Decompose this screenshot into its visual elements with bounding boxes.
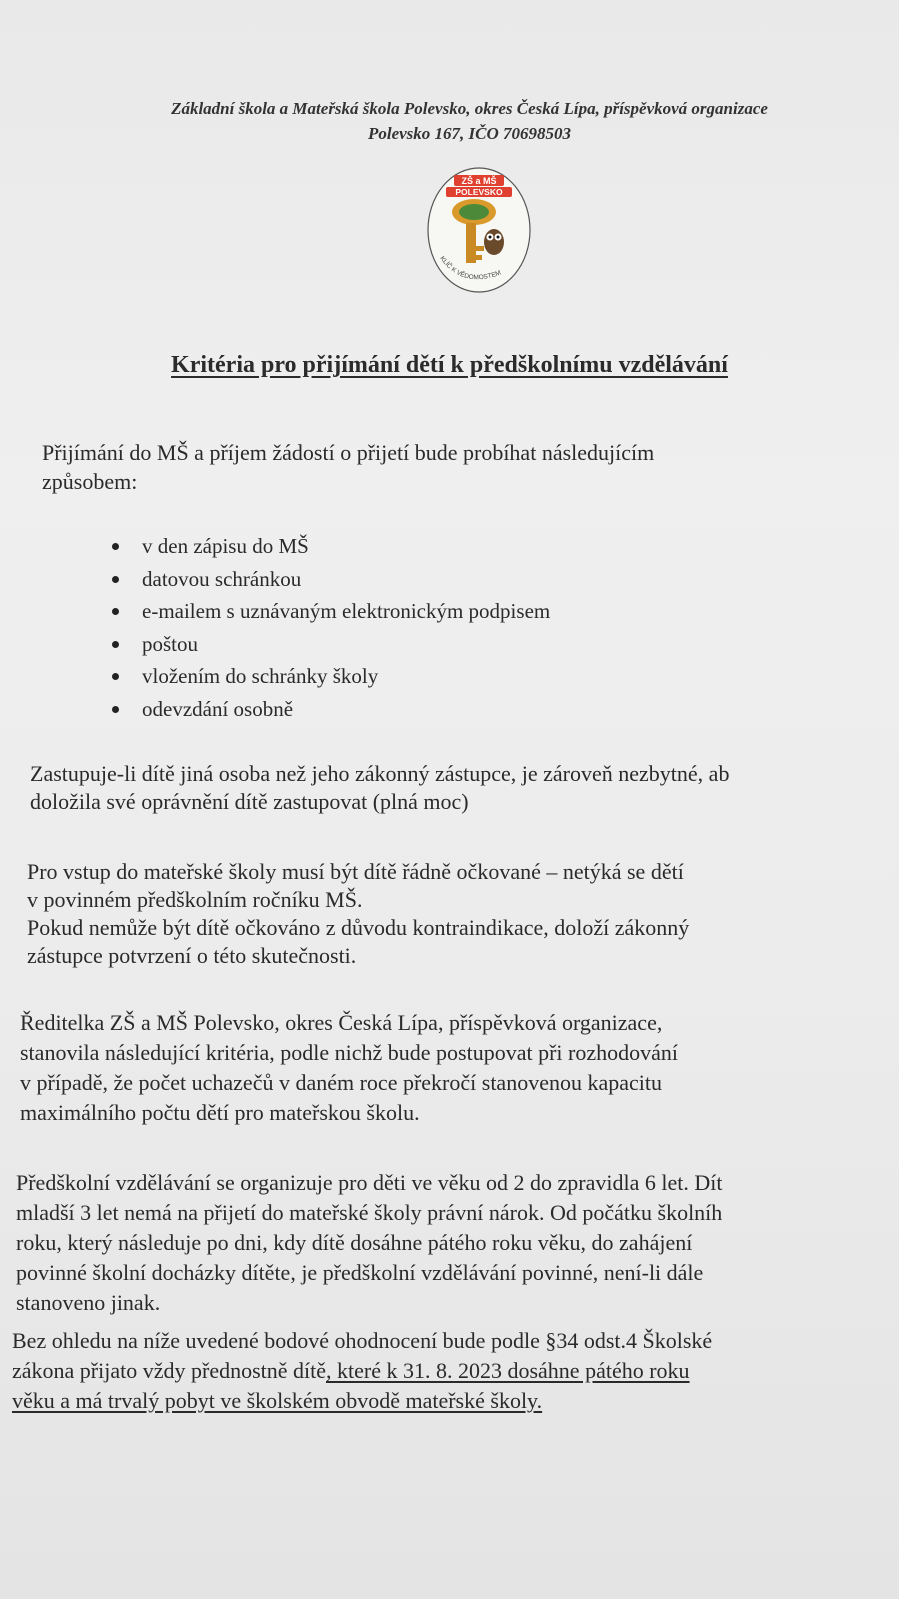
paragraph-line: roku, který následuje po dni, kdy dítě dosáhne pátého roku věku, do zahájení: [16, 1230, 693, 1255]
paragraph-line: Zastupuje-li dítě jiná osoba než jeho zákonný zástupce, je zároveň nezbytné, ab: [30, 761, 730, 786]
intro-line-2: způsobem:: [42, 469, 138, 494]
submission-methods-list: [112, 530, 550, 725]
priority-admission-paragraph: [12, 1326, 712, 1416]
underlined-text: , které k 31. 8. 2023 dosáhne pátého roku: [326, 1358, 690, 1383]
school-logo: [426, 166, 536, 298]
intro-paragraph: [42, 438, 842, 496]
representation-paragraph: [30, 760, 729, 816]
paragraph-line: [12, 1356, 712, 1386]
paragraph-line: Předškolní vzdělávání se organizuje pro děti ve věku od 2 do zpravidla 6 let. Dít: [16, 1170, 723, 1195]
vaccination-paragraph: [27, 858, 689, 970]
paragraph-line: Ředitelka ZŠ a MŠ Polevsko, okres Česká Lípa, příspěvková organizace,: [20, 1010, 663, 1035]
paragraph-line: v případě, že počet uchazečů v daném roce překročí stanovenou kapacitu: [20, 1070, 662, 1095]
logo-motto: KLÍČ K VĚDOMOSTEM: [438, 255, 502, 282]
paragraph-line: stanoveno jinak.: [16, 1290, 161, 1315]
paragraph-line: Bez ohledu na níže uvedené bodové ohodnocení bude podle §34 odst.4 Školské: [12, 1328, 713, 1353]
list-item: datovou schránkou: [112, 563, 550, 596]
paragraph-line: zástupce potvrzení o této skutečnosti.: [27, 943, 357, 968]
paragraph-line: stanovila následující kritéria, podle nichž bude postupovat při rozhodování: [20, 1040, 678, 1065]
list-item: vložením do schránky školy: [112, 660, 550, 693]
paragraph-line: maximálního počtu dětí pro mateřskou školu.: [20, 1100, 420, 1125]
header-line-1: Základní škola a Mateřská škola Polevsko, okres Česká Lípa, příspěvková organizace: [171, 99, 768, 118]
list-item: poštou: [112, 628, 550, 661]
paragraph-line: mladší 3 let nemá na přijetí do mateřské školy právní nárok. Od počátku školníh: [16, 1200, 723, 1225]
underlined-text: věku a má trvalý pobyt ve školském obvodě mateřské školy.: [12, 1388, 543, 1413]
paragraph-line: Pro vstup do mateřské školy musí být dítě řádně očkované – netýká se dětí: [27, 859, 684, 884]
paragraph-line: povinné školní docházky dítěte, je předškolní vzdělávání povinné, není-li dále: [16, 1260, 704, 1285]
list-item: v den zápisu do MŠ: [112, 530, 550, 563]
paragraph-text: zákona přijato vždy přednostně dítě: [12, 1358, 327, 1383]
criteria-paragraph: [20, 1008, 678, 1128]
intro-line-1: Přijímání do MŠ a příjem žádostí o přijetí bude probíhat následujícím: [42, 440, 655, 465]
list-item: e-mailem s uznávaným elektronickým podpisem: [112, 595, 550, 628]
header-line-2: Polevsko 167, IČO 70698503: [367, 124, 572, 143]
document-title: Kritéria pro přijímání dětí k předškolnímu vzdělávání: [171, 352, 728, 378]
school-header: [40, 96, 899, 146]
logo-top-text: ZŠ a MŠ: [461, 176, 497, 186]
preschool-age-paragraph: [16, 1168, 722, 1318]
list-item: odevzdání osobně: [112, 693, 550, 726]
paragraph-line: doložila své oprávnění dítě zastupovat (plná moc): [30, 789, 469, 814]
paragraph-line: v povinném předškolním ročníku MŠ.: [27, 887, 363, 912]
logo-name-text: POLEVSKO: [455, 187, 503, 197]
paragraph-line: Pokud nemůže být dítě očkováno z důvodu kontraindikace, doloží zákonný: [27, 915, 690, 940]
